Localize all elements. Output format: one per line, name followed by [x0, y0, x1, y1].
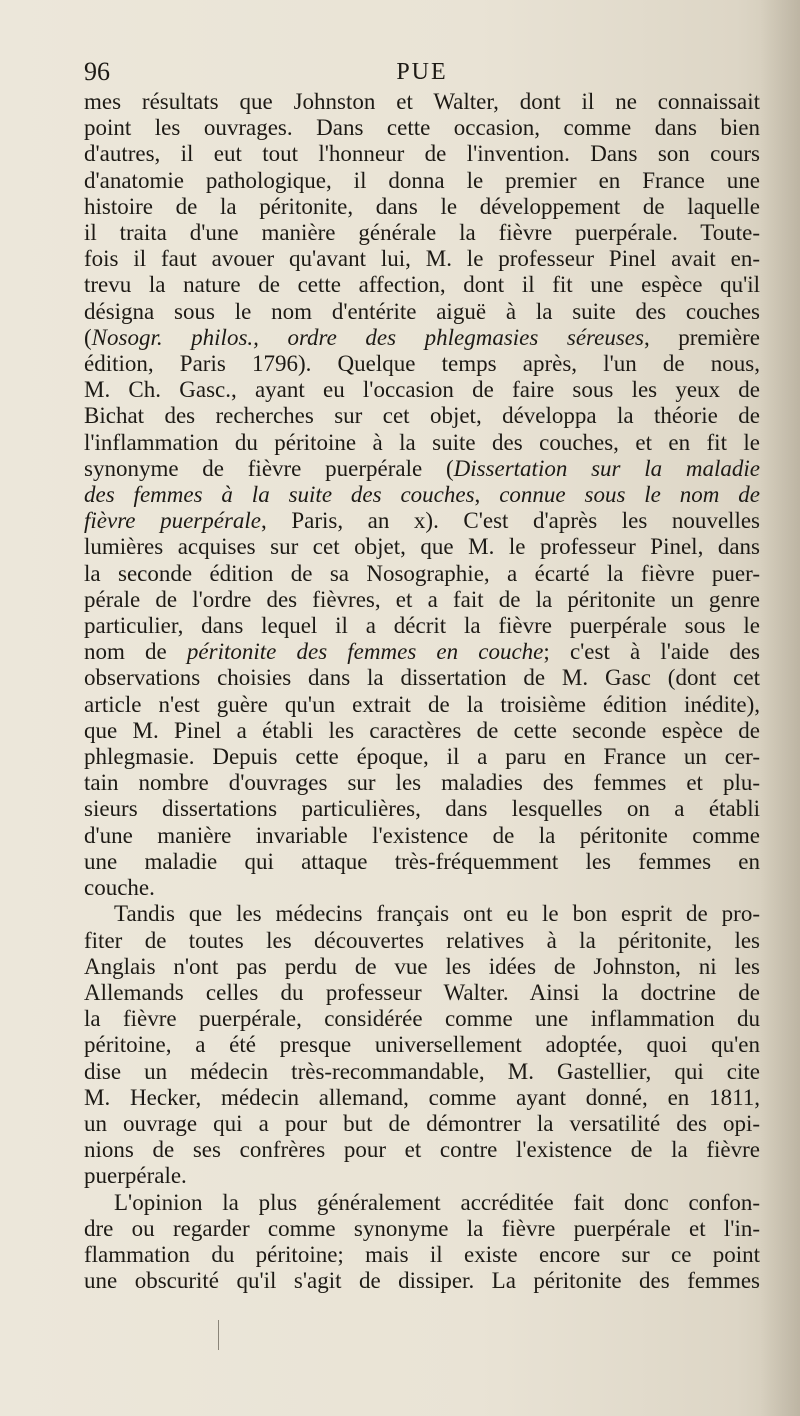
- text-line: couche.: [84, 875, 155, 901]
- text-line: Allemands celles du professeur Walter. Ainsi la doctrine de: [84, 979, 760, 1005]
- text-line: phlegmasie. Depuis cette époque, il a paru en France un cer-: [84, 744, 760, 770]
- text-segment: , Paris, an x). C'est d'après les nouvelles: [261, 508, 760, 534]
- text-line: lumières acquises sur cet objet, que M. le professeur Pinel, dans: [84, 534, 760, 560]
- page-number: 96: [84, 57, 110, 86]
- text-line: la fièvre puerpérale, considérée comme une inflammation du: [84, 1006, 760, 1032]
- text-segment: nom de: [84, 639, 187, 665]
- text-line: un ouvrage qui a pour but de démontrer la versatilité des opi-: [84, 1110, 760, 1136]
- text-line: trevu la nature de cette affection, dont il fit une espèce qu'il: [84, 272, 760, 298]
- text-line: particulier, dans lequel il a décrit la fièvre puerpérale sous le: [84, 613, 760, 639]
- text-line: article n'est guère qu'un extrait de la troisième édition inédite),: [84, 691, 760, 717]
- text-line: que M. Pinel a établi les caractères de cette seconde espèce de: [84, 717, 760, 743]
- text-line: édition, Paris 1796). Quelque temps après, l'un de nous,: [84, 351, 760, 377]
- page-header: [84, 55, 760, 89]
- text-line: mes résultats que Johnston et Walter, dont il ne connaissait: [84, 89, 760, 114]
- page-edge-shadow: [760, 0, 800, 1416]
- text-line: il traita d'une manière générale la fièvre puerpérale. Toute-: [84, 220, 760, 246]
- text-line: une obscurité qu'il s'agit de dissiper. La péritonite des femmes: [84, 1268, 760, 1294]
- italic-citation: des femmes à la suite des couches: [84, 482, 475, 508]
- pencil-mark: [218, 1320, 219, 1350]
- text-line: fois il faut avouer qu'avant lui, M. le professeur Pinel avait en-: [84, 246, 760, 272]
- text-line: sieurs dissertations particulières, dans lesquelles on a établi: [84, 796, 760, 822]
- text-line: flammation du péritoine; mais il existe encore sur ce point: [84, 1241, 760, 1267]
- text-segment: , première: [643, 324, 760, 350]
- text-line: L'opinion la plus généralement accréditée fait donc confon-: [114, 1189, 760, 1215]
- text-line: dre ou regarder comme synonyme la fièvre puerpérale et l'in-: [84, 1215, 760, 1241]
- text-line: nions de ses confrères pour et contre l'existence de la fièvre: [84, 1137, 760, 1163]
- text-line: tain nombre d'ouvrages sur les maladies des femmes et plu-: [84, 770, 760, 796]
- text-segment: ,: [474, 482, 500, 508]
- text-line: [84, 508, 760, 534]
- text-line: M. Ch. Gasc., ayant eu l'occasion de faire sous les yeux de: [84, 377, 760, 403]
- italic-citation: Nosogr. philos., ordre des phlegmasies séreuses: [91, 324, 644, 350]
- body-text: [84, 89, 760, 1294]
- text-line: l'inflammation du péritoine à la suite des couches, et en fit le: [84, 429, 760, 455]
- text-segment: synonyme de fièvre puerpérale (: [84, 455, 454, 481]
- italic-citation: Dissertation sur la maladie: [453, 455, 760, 481]
- text-line: [84, 639, 760, 665]
- running-head: PUE: [396, 59, 448, 85]
- text-line: d'une manière invariable l'existence de la péritonite comme: [84, 822, 760, 848]
- text-line: Tandis que les médecins français ont eu le bon esprit de pro-: [114, 901, 760, 927]
- text-line: puerpérale.: [84, 1163, 187, 1189]
- text-line: [84, 325, 760, 351]
- text-line: point les ouvrages. Dans cette occasion, comme dans bien: [84, 115, 760, 141]
- text-line: histoire de la péritonite, dans le développement de laquelle: [84, 193, 760, 219]
- text-line: la seconde édition de sa Nosographie, a écarté la fièvre puer-: [84, 560, 760, 586]
- text-line: [84, 456, 760, 482]
- text-line: fiter de toutes les découvertes relatives à la péritonite, les: [84, 927, 760, 953]
- text-line: péritoine, a été presque universellement adoptée, quoi qu'en: [84, 1032, 760, 1058]
- paragraph-2: [84, 901, 760, 1189]
- italic-citation: fièvre puerpérale: [84, 508, 261, 534]
- text-segment: (: [84, 324, 92, 350]
- text-line: d'autres, il eut tout l'honneur de l'invention. Dans son cours: [84, 141, 760, 167]
- text-line: pérale de l'ordre des fièvres, et a fait de la péritonite un genre: [84, 586, 760, 612]
- text-line: une maladie qui attaque très-fréquemment les femmes en: [84, 848, 760, 874]
- text-line: d'anatomie pathologique, il donna le premier en France une: [84, 167, 760, 193]
- text-line: Anglais n'ont pas perdu de vue les idées de Johnston, ni les: [84, 953, 760, 979]
- italic-citation: connue sous le nom de: [499, 482, 760, 508]
- text-line: M. Hecker, médecin allemand, comme ayant donné, en 1811,: [84, 1084, 760, 1110]
- paragraph-3: [84, 1190, 760, 1295]
- text-line: observations choisies dans la dissertation de M. Gasc (dont cet: [84, 665, 760, 691]
- text-line: dise un médecin très-recommandable, M. Gastellier, qui cite: [84, 1058, 760, 1084]
- text-line: [84, 482, 760, 508]
- text-line: Bichat des recherches sur cet objet, développa la théorie de: [84, 403, 760, 429]
- paragraph-1: [84, 89, 760, 901]
- text-line: désigna sous le nom d'entérite aiguë à la suite des couches: [84, 298, 760, 324]
- text-segment: ; c'est à l'aide des: [543, 639, 760, 665]
- italic-term: péritonite des femmes en couche: [186, 639, 544, 665]
